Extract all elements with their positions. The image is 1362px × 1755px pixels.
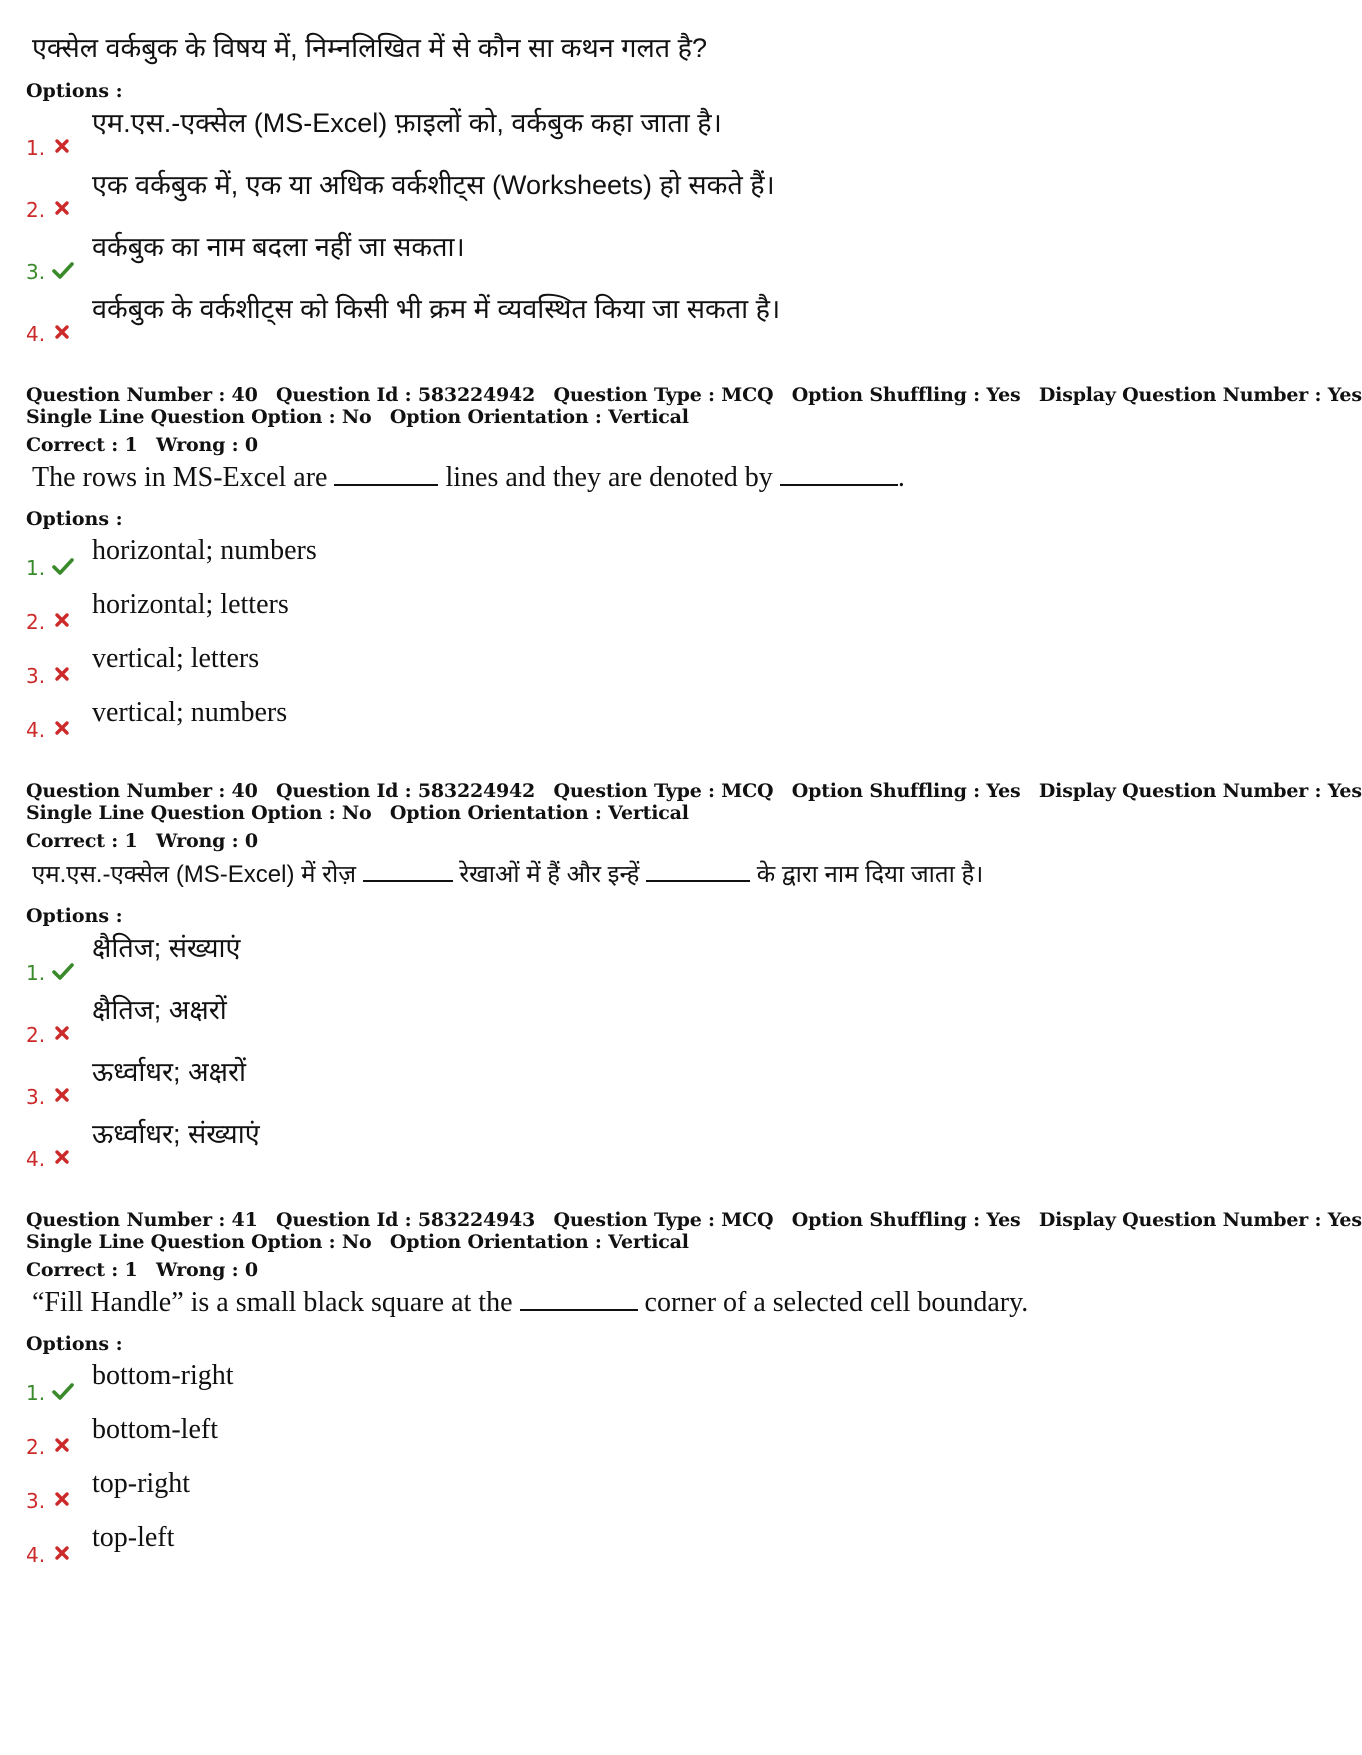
meta-display-question-number: Display Question Number : Yes — [1038, 1209, 1362, 1231]
stem-text: रेखाओं में हैं और इन्हें — [452, 861, 647, 888]
question-block-q40-hi — [26, 780, 1362, 1175]
question-paper-page — [26, 30, 1362, 1571]
option-number: 1. — [26, 556, 46, 580]
meta-option-shuffling: Option Shuffling : Yes — [791, 1209, 1021, 1231]
cross-icon — [52, 1435, 74, 1455]
marks-wrong: Wrong : 0 — [155, 1259, 258, 1281]
marks-correct: Correct : 1 — [26, 1259, 138, 1281]
question-meta-line-1 — [26, 384, 1362, 406]
option-text: एम.एस.-एक्सेल (MS-Excel) फ़ाइलों को, वर्कबुक कहा जाता है। — [92, 108, 722, 138]
cross-icon — [52, 1543, 74, 1563]
stem-text: “Fill Handle” is a small black square at the — [32, 1287, 520, 1318]
option-item — [26, 1517, 1216, 1571]
cross-icon — [52, 1085, 74, 1105]
option-number: 1. — [26, 961, 46, 985]
option-item — [26, 638, 1216, 692]
option-number: 3. — [26, 260, 46, 284]
stem-text: . — [897, 462, 905, 493]
option-text: top-left — [92, 1522, 175, 1553]
option-number: 4. — [26, 322, 46, 346]
meta-option-orientation: Option Orientation : Vertical — [389, 1231, 689, 1253]
stem-text: lines and they are denoted by — [438, 462, 780, 493]
cross-icon — [52, 322, 74, 342]
options-label: Options : — [26, 508, 123, 530]
meta-question-type: Question Type : MCQ — [553, 384, 774, 406]
meta-question-id: Question Id : 583224942 — [276, 780, 536, 802]
option-item — [26, 584, 1216, 638]
option-text: horizontal; letters — [92, 589, 289, 620]
check-icon — [52, 1381, 74, 1401]
cross-icon — [52, 136, 74, 156]
question-stem: एक्सेल वर्कबुक के विषय में, निम्नलिखित में से कौन सा कथन गलत है? — [32, 33, 708, 63]
meta-single-line-option: Single Line Question Option : No — [26, 406, 372, 428]
answer-blank — [363, 856, 453, 882]
answer-blank — [520, 1285, 638, 1311]
option-text: क्षैतिज; अक्षरों — [92, 995, 227, 1025]
options-label: Options : — [26, 1333, 123, 1355]
question-block-q41-en — [26, 1209, 1362, 1571]
options-list — [26, 927, 1216, 1175]
option-item — [26, 530, 1216, 584]
question-meta-line-1 — [26, 1209, 1362, 1231]
cross-icon — [52, 664, 74, 684]
option-item — [26, 927, 1216, 989]
option-number: 1. — [26, 1381, 46, 1405]
option-number: 2. — [26, 610, 46, 634]
option-number: 3. — [26, 1489, 46, 1513]
question-stem — [26, 1285, 1216, 1321]
option-item — [26, 1463, 1216, 1517]
options-label: Options : — [26, 80, 123, 102]
cross-icon — [52, 718, 74, 738]
option-text: vertical; numbers — [92, 697, 288, 728]
marks-wrong: Wrong : 0 — [155, 434, 258, 456]
check-icon — [52, 556, 74, 576]
option-item — [26, 164, 1216, 226]
meta-question-id: Question Id : 583224942 — [276, 384, 536, 406]
option-item — [26, 989, 1216, 1051]
cross-icon — [52, 1023, 74, 1043]
option-item — [26, 1113, 1216, 1175]
question-meta-line-2 — [26, 1231, 1216, 1253]
option-text: bottom-right — [92, 1360, 234, 1391]
option-text: top-right — [92, 1468, 190, 1499]
stem-text: के द्वारा नाम दिया जाता है। — [750, 861, 984, 888]
option-number: 4. — [26, 1147, 46, 1171]
option-text: ऊर्ध्वाधर; अक्षरों — [92, 1057, 247, 1087]
option-text: वर्कबुक का नाम बदला नहीं जा सकता। — [92, 232, 465, 262]
meta-question-number: Question Number : 41 — [26, 1209, 258, 1231]
meta-single-line-option: Single Line Question Option : No — [26, 802, 372, 824]
option-item — [26, 226, 1216, 288]
option-text: वर्कबुक के वर्कशीट्स को किसी भी क्रम में व्यवस्थित किया जा सकता है। — [92, 294, 781, 324]
option-item — [26, 1409, 1216, 1463]
answer-blank — [780, 460, 898, 486]
option-text: एक वर्कबुक में, एक या अधिक वर्कशीट्स (Worksheets) हो सकते हैं। — [92, 170, 775, 200]
answer-blank — [646, 856, 750, 882]
stem-text: corner of a selected cell boundary. — [637, 1287, 1029, 1318]
option-text: क्षैतिज; संख्याएं — [92, 933, 241, 963]
meta-display-question-number: Display Question Number : Yes — [1038, 780, 1362, 802]
meta-display-question-number: Display Question Number : Yes — [1038, 384, 1362, 406]
question-block-q40-en — [26, 384, 1362, 746]
marks-line — [26, 830, 1216, 852]
option-number: 2. — [26, 198, 46, 222]
meta-question-type: Question Type : MCQ — [553, 1209, 774, 1231]
option-number: 1. — [26, 136, 46, 160]
options-label: Options : — [26, 905, 123, 927]
question-stem — [26, 460, 1216, 496]
meta-question-id: Question Id : 583224943 — [276, 1209, 536, 1231]
marks-correct: Correct : 1 — [26, 434, 138, 456]
options-list — [26, 530, 1216, 746]
marks-line — [26, 1259, 1216, 1281]
meta-question-type: Question Type : MCQ — [553, 780, 774, 802]
option-item — [26, 1051, 1216, 1113]
cross-icon — [52, 1489, 74, 1509]
check-icon — [52, 260, 74, 280]
option-number: 4. — [26, 718, 46, 742]
option-item — [26, 102, 1216, 164]
meta-option-shuffling: Option Shuffling : Yes — [791, 384, 1021, 406]
option-text: vertical; letters — [92, 643, 260, 674]
option-text: bottom-left — [92, 1414, 218, 1445]
cross-icon — [52, 198, 74, 218]
options-list — [26, 1355, 1216, 1571]
meta-option-orientation: Option Orientation : Vertical — [389, 406, 689, 428]
meta-question-number: Question Number : 40 — [26, 780, 258, 802]
question-stem — [26, 856, 1216, 893]
option-item — [26, 692, 1216, 746]
option-number: 3. — [26, 664, 46, 688]
stem-text: एम.एस.-एक्सेल (MS-Excel) में रोज़ — [32, 861, 363, 888]
question-meta-line-2 — [26, 406, 1216, 428]
option-number: 3. — [26, 1085, 46, 1109]
meta-single-line-option: Single Line Question Option : No — [26, 1231, 372, 1253]
check-icon — [52, 961, 74, 981]
meta-option-orientation: Option Orientation : Vertical — [389, 802, 689, 824]
question-meta-line-2 — [26, 802, 1216, 824]
option-number: 2. — [26, 1023, 46, 1047]
options-list — [26, 102, 1216, 350]
cross-icon — [52, 1147, 74, 1167]
stem-text: The rows in MS-Excel are — [32, 462, 335, 493]
meta-question-number: Question Number : 40 — [26, 384, 258, 406]
marks-wrong: Wrong : 0 — [155, 830, 258, 852]
option-item — [26, 288, 1216, 350]
option-item — [26, 1355, 1216, 1409]
answer-blank — [334, 460, 438, 486]
question-meta-line-1 — [26, 780, 1362, 802]
option-number: 4. — [26, 1543, 46, 1567]
option-number: 2. — [26, 1435, 46, 1459]
option-text: ऊर्ध्वाधर; संख्याएं — [92, 1119, 260, 1149]
marks-line — [26, 434, 1216, 456]
option-text: horizontal; numbers — [92, 535, 317, 566]
question-block-top — [26, 30, 1216, 350]
marks-correct: Correct : 1 — [26, 830, 138, 852]
cross-icon — [52, 610, 74, 630]
meta-option-shuffling: Option Shuffling : Yes — [791, 780, 1021, 802]
